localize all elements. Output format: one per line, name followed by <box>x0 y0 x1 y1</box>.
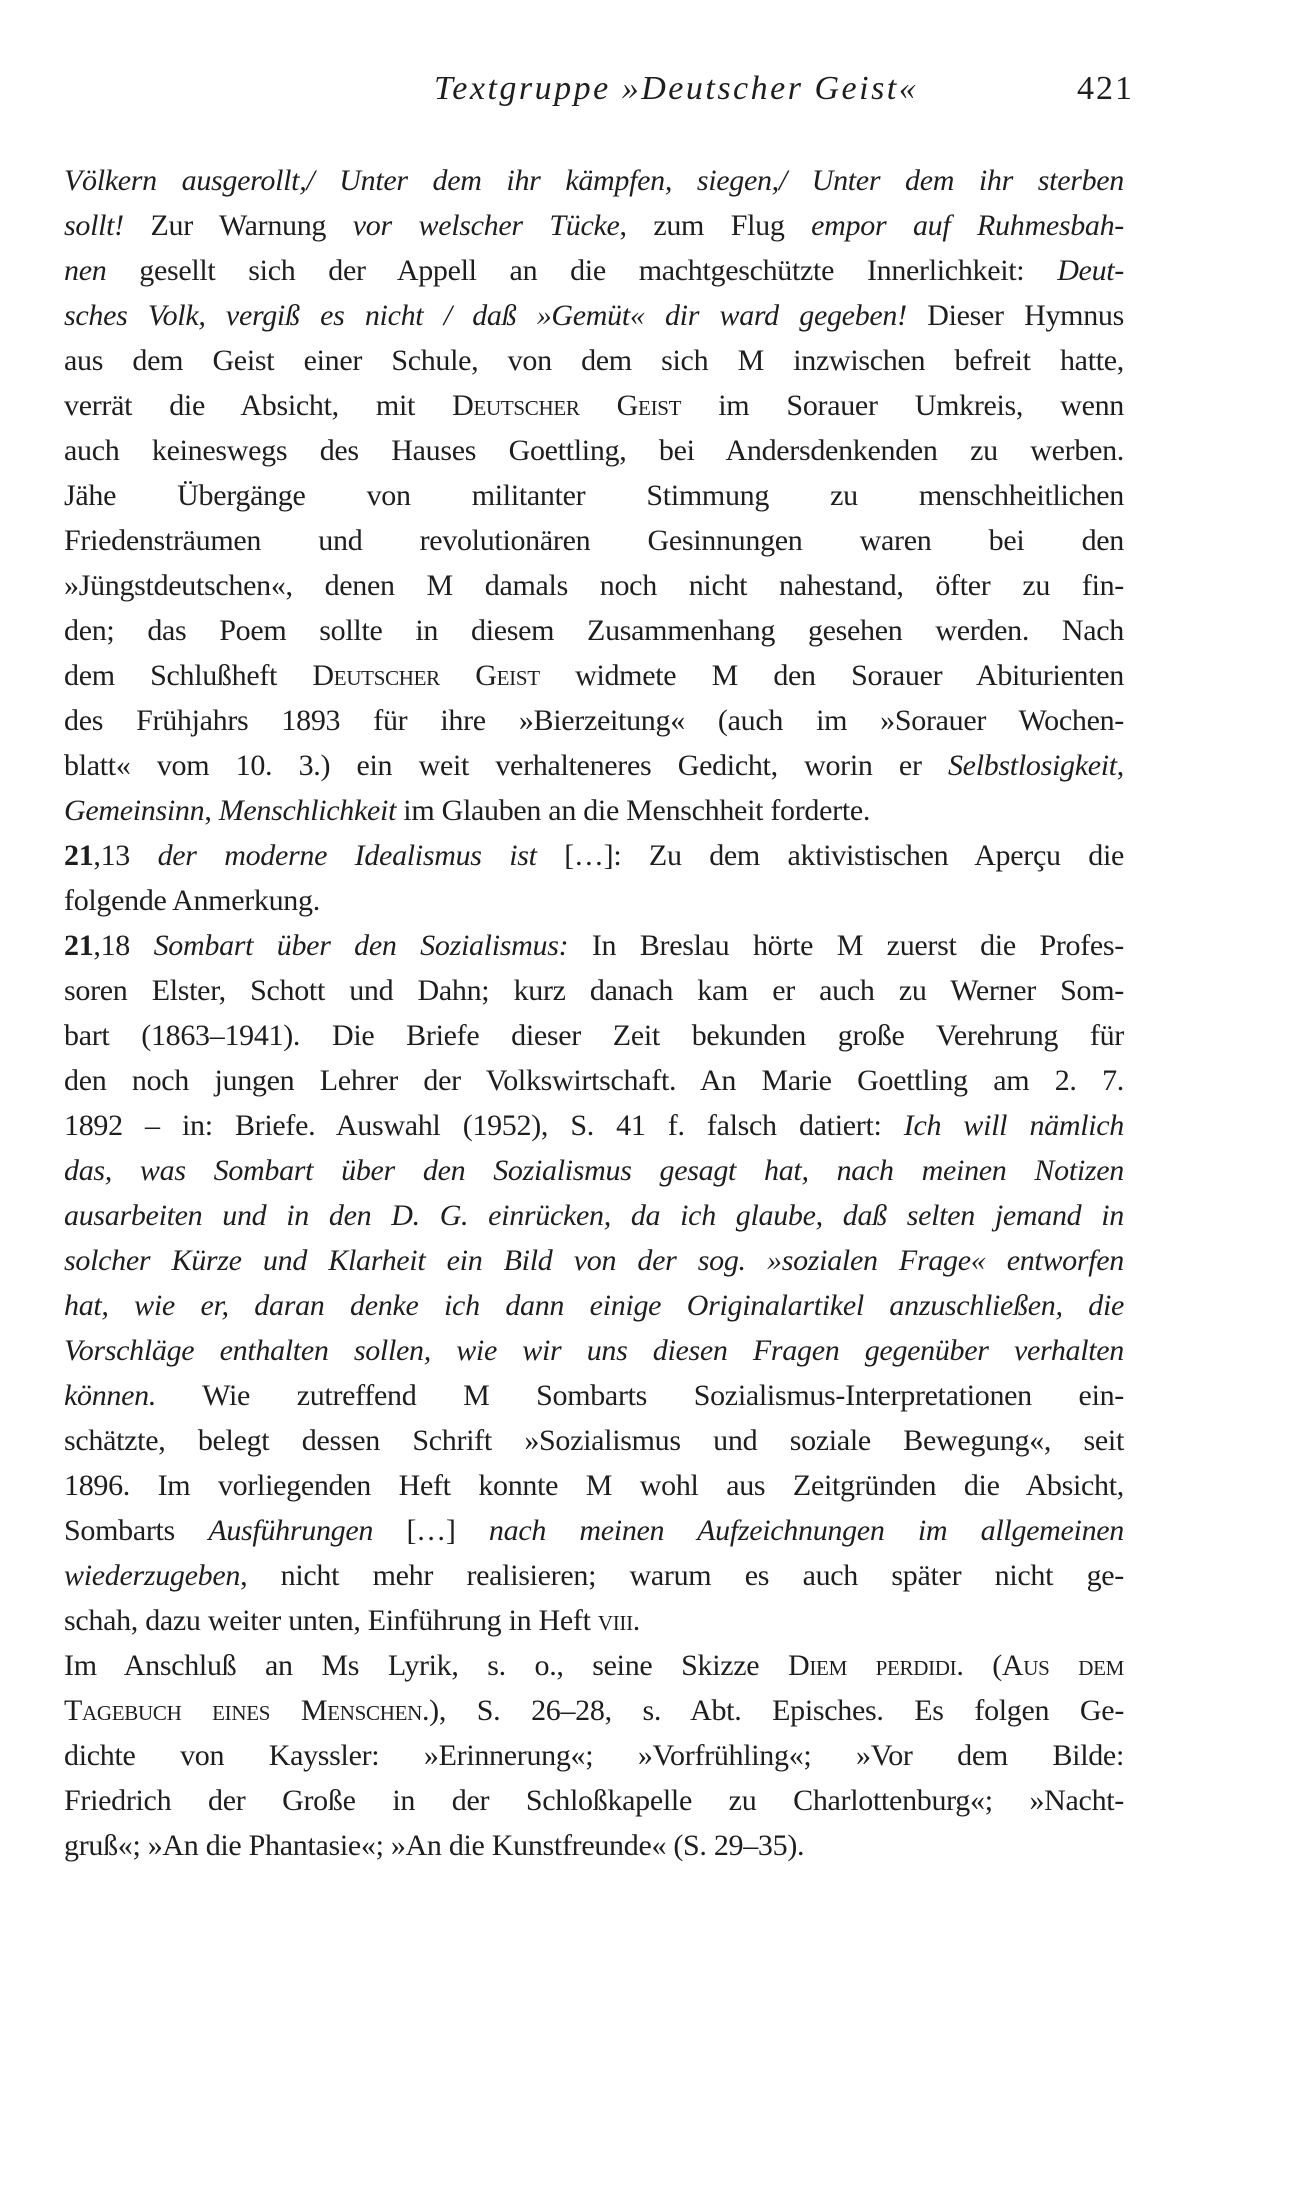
text-segment: auch keineswegs des Hauses Goettling, bei Andersdenkenden zu werben. <box>64 434 1124 467</box>
text-line <box>64 1238 1124 1283</box>
text-segment: ), S. 26–28, s. Abt. Episches. Es folgen Ge- <box>429 1694 1125 1727</box>
text-segment: folgende Anmerkung. <box>64 884 320 917</box>
italic-text: nen <box>64 254 107 287</box>
italic-text: vor welscher Tücke <box>352 209 620 242</box>
text-segment: Jähe Übergänge von militanter Stimmung zu menschheitlichen <box>64 479 1124 512</box>
text-segment: »Jüngstdeutschen«, denen M damals noch nicht nahestand, öfter zu fin- <box>64 569 1124 602</box>
text-line <box>64 338 1124 383</box>
page-number: 421 <box>1077 70 1134 107</box>
text-segment: bart (1863–1941). Die Briefe dieser Zeit bekunden große Verehrung für <box>64 1019 1124 1052</box>
text-line <box>64 293 1124 338</box>
text-segment: dichte von Kayssler: »Erinnerung«; »Vorfrühling«; »Vor dem Bilde: <box>64 1739 1124 1772</box>
text-line <box>64 203 1124 248</box>
text-line <box>64 1058 1124 1103</box>
italic-text: Sombart über den Sozialismus: <box>153 929 569 962</box>
text-line <box>64 923 1124 968</box>
text-line <box>64 1148 1124 1193</box>
page-header <box>434 70 1134 130</box>
italic-text: sches Volk, vergiß es nicht / daß »Gemüt« dir ward gegeben! <box>64 299 907 332</box>
text-segment: widmete M den Sorauer Abiturienten <box>539 659 1124 692</box>
small-caps-text: Deutscher Geist <box>312 659 540 692</box>
text-segment: Sombarts <box>64 1514 209 1547</box>
text-line <box>64 788 1124 833</box>
text-segment: gesellt sich der Appell an die machtgeschützte Innerlichkeit: <box>106 254 1058 287</box>
text-line <box>64 1328 1124 1373</box>
text-segment: schah, dazu weiter unten, Einführung in Heft <box>64 1604 598 1637</box>
text-line <box>64 743 1124 788</box>
italic-text: nach meinen Aufzeichnungen im allgemeinen <box>488 1514 1125 1547</box>
italic-text: hat, wie er, daran denke ich dann einige Originalartikel anzuschließen, die <box>64 1289 1124 1322</box>
text-segment: ,18 <box>93 929 154 962</box>
text-line <box>64 1193 1124 1238</box>
text-line <box>64 383 1124 428</box>
text-segment: den noch jungen Lehrer der Volkswirtschaft. An Marie Goettling am 2. 7. <box>64 1064 1124 1097</box>
text-line <box>64 1598 1124 1643</box>
text-segment: Friedensträumen und revolutionären Gesinnungen waren bei den <box>64 524 1124 557</box>
italic-text: solcher Kürze und Klarheit ein Bild von der sog. »sozialen Frage« entworfen <box>64 1244 1124 1277</box>
small-caps-text: Diem perdidi. (Aus dem <box>787 1649 1124 1682</box>
text-segment: […] <box>373 1514 489 1547</box>
text-line <box>64 878 1124 923</box>
text-line <box>64 1778 1124 1823</box>
italic-text: Vorschläge enthalten sollen, wie wir uns diesen Fragen gegenüber verhalten <box>64 1334 1124 1367</box>
italic-text: ausarbeiten und in den D. G. einrücken, da ich glaube, daß selten jemand in <box>64 1199 1124 1232</box>
text-segment: , zum Flug <box>619 209 812 242</box>
text-line <box>64 833 1124 878</box>
italic-text: Gemeinsinn <box>64 794 205 827</box>
text-line <box>64 1688 1124 1733</box>
italic-text: Völkern ausgerollt,/ Unter dem ihr kämpfen, siegen,/ Unter dem ihr sterben <box>64 164 1124 197</box>
text-line <box>64 1508 1124 1553</box>
text-line <box>64 653 1124 698</box>
text-line <box>64 1463 1124 1508</box>
text-segment: des Frühjahrs 1893 für ihre »Bierzeitung« (auch im »Sorauer Wochen- <box>64 704 1124 737</box>
small-caps-text: viii <box>597 1604 633 1637</box>
text-line <box>64 428 1124 473</box>
text-segment: im Glauben an die Menschheit forderte. <box>396 794 871 827</box>
text-segment: den; das Poem sollte in diesem Zusammenhang gesehen werden. Nach <box>64 614 1124 647</box>
italic-text: Ich will nämlich <box>903 1109 1125 1142</box>
italic-text: können. <box>64 1379 157 1412</box>
text-segment: soren Elster, Schott und Dahn; kurz danach kam er auch zu Werner Som- <box>64 974 1124 1007</box>
text-line <box>64 1643 1124 1688</box>
text-segment: In Breslau hörte M zuerst die Profes- <box>568 929 1124 962</box>
text-segment: schätzte, belegt dessen Schrift »Sozialismus und soziale Bewegung«, seit <box>64 1424 1124 1457</box>
text-segment: aus dem Geist einer Schule, von dem sich M inzwischen befreit hatte, <box>64 344 1124 377</box>
text-segment: Wie zutreffend M Sombarts Sozialismus-Interpretationen ein- <box>156 1379 1124 1412</box>
text-segment: , <box>204 794 219 827</box>
italic-text: sollt! <box>64 209 124 242</box>
small-caps-text: Tagebuch eines Menschen. <box>64 1694 430 1727</box>
text-segment: blatt« vom 10. 3.) ein weit verhalteneres Gedicht, worin er <box>64 749 948 782</box>
text-segment: 1892 – in: Briefe. Auswahl (1952), S. 41 f. falsch datiert: <box>64 1109 904 1142</box>
italic-text: wiederzugeben <box>64 1559 241 1592</box>
text-line <box>64 248 1124 293</box>
text-segment: Friedrich der Große in der Schloßkapelle zu Charlottenburg«; »Nacht- <box>64 1784 1124 1817</box>
text-segment: gruß«; »An die Phantasie«; »An die Kunstfreunde« (S. 29–35). <box>64 1829 805 1862</box>
text-segment: verrät die Absicht, mit <box>64 389 453 422</box>
text-line <box>64 158 1124 203</box>
text-line <box>64 563 1124 608</box>
text-line <box>64 518 1124 563</box>
text-line <box>64 1553 1124 1598</box>
italic-text: das, was Sombart über den Sozialismus gesagt hat, nach meinen Notizen <box>64 1154 1124 1187</box>
italic-text: empor auf Ruhmesbah- <box>811 209 1124 242</box>
text-line <box>64 968 1124 1013</box>
text-line <box>64 608 1124 653</box>
text-line <box>64 1013 1124 1058</box>
text-line <box>64 1733 1124 1778</box>
commentary-body <box>64 158 1124 1868</box>
running-title: Textgruppe »Deutscher Geist« <box>434 70 919 107</box>
text-segment: . <box>632 1604 640 1637</box>
text-segment: Dieser Hymnus <box>906 299 1124 332</box>
text-line <box>64 698 1124 743</box>
text-line <box>64 1373 1124 1418</box>
text-segment: […]: Zu dem aktivistischen Aperçu die <box>536 839 1124 872</box>
italic-text: Ausführungen <box>208 1514 374 1547</box>
text-segment: 1896. Im vorliegenden Heft konnte M wohl aus Zeitgründen die Absicht, <box>64 1469 1124 1502</box>
text-segment: , <box>1116 749 1124 782</box>
small-caps-text: Deutscher Geist <box>452 389 682 422</box>
text-segment: im Sorauer Umkreis, wenn <box>681 389 1124 422</box>
text-line <box>64 1103 1124 1148</box>
text-line <box>64 1823 1124 1868</box>
text-segment: , nicht mehr realisieren; warum es auch später nicht ge- <box>240 1559 1124 1592</box>
text-segment: ,13 <box>93 839 158 872</box>
italic-text: Selbstlosigkeit <box>947 749 1117 782</box>
text-segment: dem Schlußheft <box>64 659 313 692</box>
text-segment: Zur Warnung <box>123 209 353 242</box>
text-line <box>64 1418 1124 1463</box>
italic-text: der moderne Idealismus ist <box>157 839 537 872</box>
bold-line-reference: 21 <box>64 839 94 872</box>
text-line <box>64 473 1124 518</box>
text-segment: Im Anschluß an Ms Lyrik, s. o., seine Skizze <box>64 1649 788 1682</box>
italic-text: Menschlichkeit <box>218 794 397 827</box>
italic-text: Deut- <box>1057 254 1124 287</box>
text-line <box>64 1283 1124 1328</box>
bold-line-reference: 21 <box>64 929 94 962</box>
